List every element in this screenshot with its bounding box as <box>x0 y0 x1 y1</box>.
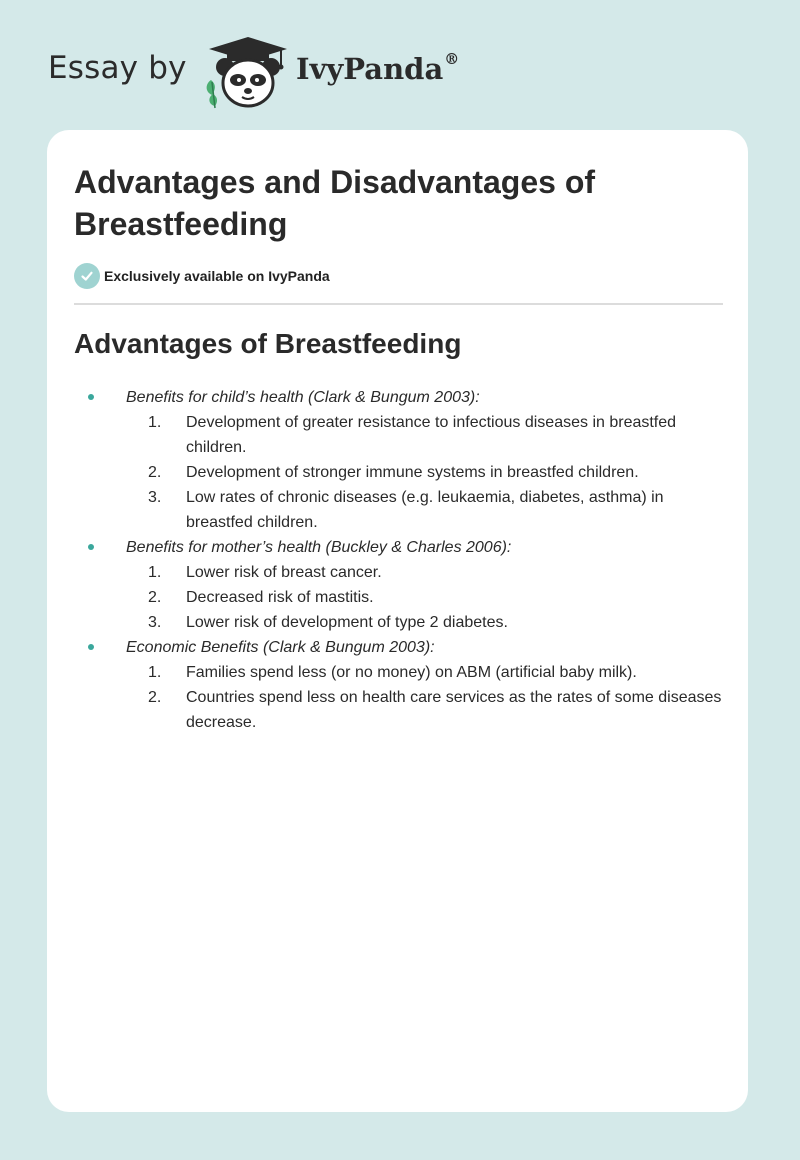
topic-item <box>74 535 724 560</box>
brand-name[interactable] <box>296 52 459 86</box>
bullet-icon <box>88 394 94 400</box>
topic-item <box>74 635 724 660</box>
item-text: Development of stronger immune systems in breastfed children. <box>186 464 639 481</box>
sub-list-item <box>74 485 724 535</box>
brand-prefix: Essay by <box>48 50 187 86</box>
item-number: 3. <box>148 614 162 631</box>
site-header <box>48 34 468 110</box>
sub-list-item <box>74 610 724 635</box>
panda-logo-icon[interactable] <box>203 34 293 110</box>
essay-card <box>47 130 748 1112</box>
topic-label: Benefits for mother’s health (Buckley & Charles 2006): <box>126 539 512 556</box>
divider <box>74 303 723 305</box>
item-number: 1. <box>148 564 162 581</box>
topic-label: Economic Benefits (Clark & Bungum 2003): <box>126 639 435 656</box>
item-text: Development of greater resistance to infectious diseases in breastfed children. <box>186 414 677 456</box>
registered-mark: ® <box>444 50 460 68</box>
item-text: Families spend less (or no money) on ABM (artificial baby milk). <box>186 664 637 681</box>
benefits-list <box>74 385 724 735</box>
topic-item <box>74 385 724 410</box>
brand-name-text: IvyPanda <box>296 52 444 86</box>
sub-list-item <box>74 410 724 460</box>
check-circle-icon <box>74 263 100 289</box>
item-text: Decreased risk of mastitis. <box>186 589 374 606</box>
bullet-icon <box>88 644 94 650</box>
item-text: Lower risk of breast cancer. <box>186 564 382 581</box>
badge-text: Exclusively available on IvyPanda <box>104 268 330 284</box>
sub-list-item <box>74 585 724 610</box>
item-number: 2. <box>148 689 162 706</box>
section-heading: Advantages of Breastfeeding <box>74 328 462 359</box>
bullet-icon <box>88 544 94 550</box>
sub-list-item <box>74 660 724 685</box>
item-text: Low rates of chronic diseases (e.g. leukaemia, diabetes, asthma) in breastfed children. <box>186 489 664 531</box>
sub-list-item <box>74 685 724 735</box>
topic-label: Benefits for child’s health (Clark & Bungum 2003): <box>126 389 480 406</box>
item-text: Lower risk of development of type 2 diabetes. <box>186 614 508 631</box>
page-title: Advantages and Disadvantages of Breastfeeding <box>74 164 596 242</box>
item-number: 2. <box>148 464 162 481</box>
item-text: Countries spend less on health care services as the rates of some diseases decrease. <box>186 689 722 731</box>
exclusive-badge <box>74 263 330 289</box>
item-number: 3. <box>148 489 162 506</box>
sub-list-item <box>74 460 724 485</box>
item-number: 2. <box>148 589 162 606</box>
item-number: 1. <box>148 664 162 681</box>
item-number: 1. <box>148 414 162 431</box>
sub-list-item <box>74 560 724 585</box>
